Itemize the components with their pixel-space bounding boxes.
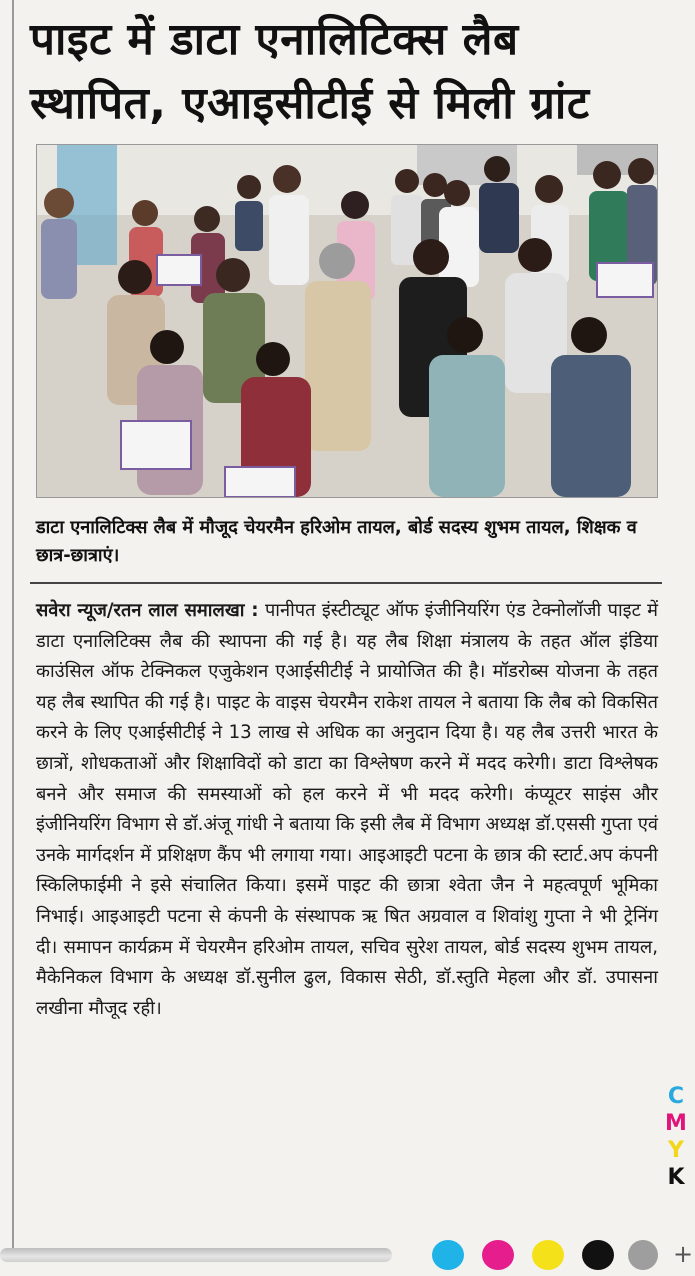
cmyk-letter-y: Y <box>668 1138 684 1163</box>
print-register-bar <box>0 1248 392 1262</box>
photo-illustration <box>37 145 657 497</box>
article-byline: सवेरा न्यूज/रतन लाल समालखा : <box>36 600 259 621</box>
caption-divider <box>30 582 662 584</box>
cmyk-letter-m: M <box>665 1111 687 1136</box>
news-photo <box>36 144 658 498</box>
column-rule <box>12 0 14 1250</box>
headline <box>30 8 670 136</box>
headline-line-2: स्थापित, एआइसीटीई से मिली ग्रांट <box>30 78 590 129</box>
color-dot-grey <box>628 1240 658 1270</box>
cmyk-letter-k: K <box>667 1165 685 1190</box>
photo-caption: डाटा एनालिटिक्स लैब में मौजूद चेयरमैन हरिओम तायल, बोर्ड सदस्य शुभम तायल, शिक्षक व छात्र-छात्राएं। <box>36 517 637 566</box>
headline-line-1: पाइट में डाटा एनालिटिक्स लैब <box>30 14 519 65</box>
cmyk-register-letters <box>664 1083 688 1191</box>
article-body <box>36 596 658 1024</box>
color-dot-yellow <box>532 1240 564 1270</box>
article-text: पानीपत इंस्टीट्यूट ऑफ इंजीनियरिंग एंड टेक्नोलॉजी पाइट में डाटा एनालिटिक्स लैब की स्थापना की गई है। यह लैब शिक्षा मंत्रालय के तहत ऑल इंडिया काउंसिल ऑफ टेक्निकल एजुकेशन एआईसीटीई ने प्रायोजित की है। मॉडरोब्स योजना के तहत यह लैब स्थापित की गई है। पाइट के वाइस चेयरमैन राकेश तायल ने बताया कि लैब को विकसित करने के लिए एआईसीटीई ने 13 लाख से अधिक का अनुदान दिया है। यह लैब उत्तरी भारत के छात्रों, शोधकताओं और शिक्षाविदों को डाटा का विश्लेषण करने में मदद करेगी। डाटा विश्लेषक बनने और समाज की समस्याओं को हल करने में भी मदद करेगी। कंप्यूटर साइंस और इंजीनियरिंग विभाग से डॉ.अंजू गांधी ने बताया कि इसी लैब में विभाग अध्यक्ष डॉ.एससी गुप्ता एवं उनके मार्गदर्शन में प्रशिक्षण कैंप भी लगाया गया। आइआइटी पटना के छात्र की स्टार्ट.अप कंपनी स्किलिफाईमी ने इसे संचालित किया। इसमें पाइट की छात्रा श्वेता जैन ने महत्वपूर्ण भूमिका निभाई। आइआइटी पटना से कंपनी के संस्थापक ऋ षित अग्रवाल व शिवांशु गुप्ता ने भी ट्रेनिंग दी। समापन कार्यक्रम में चेयरमैन हरिओम तायल, सचिव सुरेश तायल, बोर्ड सदस्य शुभम तायल, मैकेनिकल विभाग के अध्यक्ष डॉ.सुनील ढुल, विकास सेठी, डॉ.स्तुति मेहला और डॉ. उपासना लखीना मौजूद रही। <box>36 600 658 1019</box>
color-dot-black <box>582 1240 614 1270</box>
color-dot-magenta <box>482 1240 514 1270</box>
cmyk-letter-c: C <box>667 1084 685 1109</box>
registration-crosshair-icon: + <box>672 1240 694 1268</box>
color-dot-cyan <box>432 1240 464 1270</box>
